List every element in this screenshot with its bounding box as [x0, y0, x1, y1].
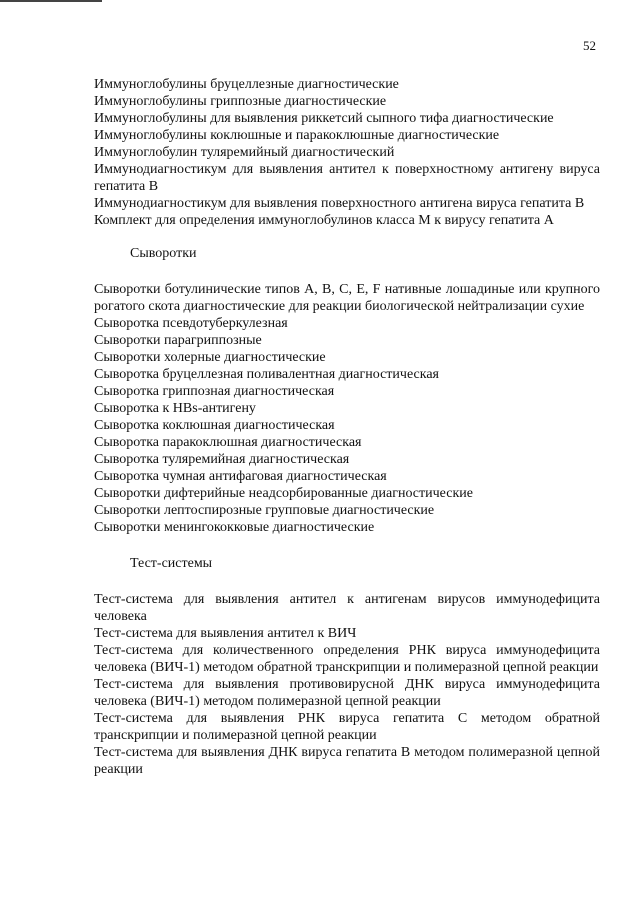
- list-item: Тест-система для выявления антител к ВИЧ: [94, 626, 357, 641]
- list-item: Иммуноглобулины бруцеллезные диагностические: [94, 77, 399, 92]
- list-item: Сыворотки ботулинические типов А, В, С, Е, F нативные лошадиные или крупного рогатого скота диагностические для реакции биологической нейтрализации сухие: [94, 282, 600, 314]
- section-heading-serum: Сыворотки: [130, 246, 197, 261]
- list-item: Иммуноглобулины гриппозные диагностические: [94, 94, 387, 109]
- list-item: Сыворотка туляремийная диагностическая: [94, 452, 350, 467]
- list-item: Сыворотка коклюшная диагностическая: [94, 418, 335, 433]
- list-item: Сыворотка чумная антифаговая диагностическая: [94, 469, 387, 484]
- list-item: Сыворотки холерные диагностические: [94, 350, 326, 365]
- scan-edge-line: [0, 0, 102, 2]
- list-item: Сыворотка псевдотуберкулезная: [94, 316, 288, 331]
- list-item: Сыворотка бруцеллезная поливалентная диагностическая: [94, 367, 439, 382]
- list-item: Тест-система для выявления антител к антигенам вирусов иммунодефицита человека: [94, 592, 600, 624]
- list-item: Сыворотка к HBs-антигену: [94, 401, 256, 416]
- section-heading-tests: Тест-системы: [130, 556, 213, 571]
- list-item: Сыворотки менингококковые диагностические: [94, 520, 375, 535]
- list-item: Сыворотка гриппозная диагностическая: [94, 384, 335, 399]
- list-item: Сыворотки лептоспирозные групповые диагностические: [94, 503, 435, 518]
- page-number: 52: [583, 38, 596, 53]
- list-item: Комплект для определения иммуноглобулинов класса М к вирусу гепатита А: [94, 213, 554, 228]
- list-item: Тест-система для выявления противовирусной ДНК вируса иммунодефицита человека (ВИЧ-1) методом полимеразной цепной реакции: [94, 677, 600, 709]
- document-body: [94, 76, 600, 778]
- list-item: Тест-система для выявления РНК вируса гепатита С методом обратной транскрипции и полимеразной цепной реакции: [94, 711, 600, 743]
- list-item: Сыворотки парагриппозные: [94, 333, 262, 348]
- list-item: Иммунодиагностикум для выявления поверхностного антигена вируса гепатита В: [94, 196, 585, 211]
- list-item: Тест-система для выявления ДНК вируса гепатита В методом полимеразной цепной реакции: [94, 745, 600, 777]
- list-item: Тест-система для количественного определения РНК вируса иммунодефицита человека (ВИЧ-1) методом обратной транскрипции и полимеразной цепной реакции: [94, 643, 600, 675]
- list-item: Сыворотка паракоклюшная диагностическая: [94, 435, 362, 450]
- list-item: Иммуноглобулины коклюшные и паракоклюшные диагностические: [94, 128, 500, 143]
- list-item: Иммунодиагностикум для выявления антител к поверхностному антигену вируса гепатита В: [94, 162, 600, 194]
- list-item: Сыворотки дифтерийные неадсорбированные диагностические: [94, 486, 473, 501]
- list-item: Иммуноглобулин туляремийный диагностический: [94, 145, 395, 160]
- list-item: Иммуноглобулины для выявления риккетсий сыпного тифа диагностические: [94, 111, 554, 126]
